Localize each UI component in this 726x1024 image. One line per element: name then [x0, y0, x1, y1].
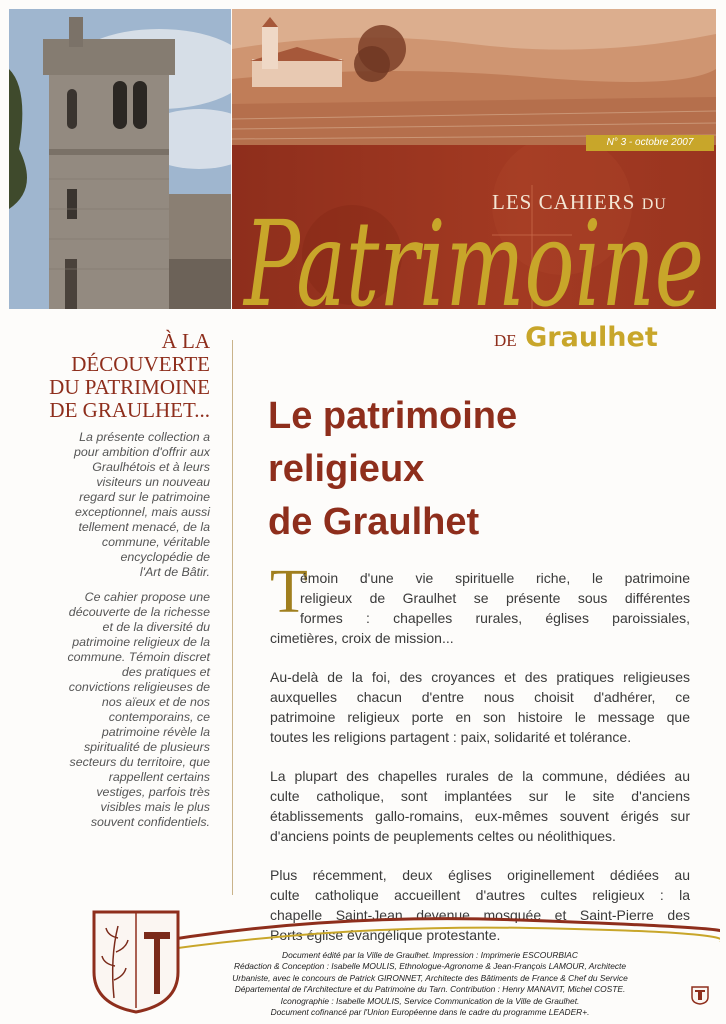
town-emblem-icon — [690, 985, 710, 1005]
series-prefix-text: LES CAHIERS — [492, 190, 636, 214]
intro-line: secteurs du territoire, que — [69, 755, 210, 769]
intro-column — [10, 330, 210, 840]
intro-line: La présente collection a — [79, 430, 210, 444]
article-title-line: religieux — [268, 448, 425, 490]
article-line: d'anciens points de peuplements celtes ou néolithiques. — [270, 828, 616, 844]
intro-line: tellement menacé, de la — [78, 520, 210, 534]
intro-line: convictions religieuses de — [68, 680, 210, 694]
article-line: La plupart des chapelles rurales de la commune, dédiées au — [270, 768, 690, 784]
issue-badge: N° 3 - octobre 2007 — [586, 135, 714, 151]
article-title-line: de Graulhet — [268, 501, 480, 543]
intro-line: visibles mais le plus — [100, 800, 210, 814]
series-title: Patrimoine — [242, 195, 704, 333]
intro-line: l'Art de Bâtir. — [139, 565, 210, 579]
intro-line: pour ambition d'offrir aux — [74, 445, 210, 459]
intro-paragraph-2 — [10, 590, 210, 830]
intro-line: patrimoine révèle la — [101, 725, 210, 739]
article-title — [268, 390, 517, 549]
column-divider — [232, 340, 233, 895]
drop-cap: T — [270, 558, 308, 626]
series-town — [494, 322, 658, 353]
intro-line: spiritualité de plusieurs — [83, 740, 210, 754]
credit-line: Urbaniste, avec le concours de Patrick GIRONNET, Architecte des Bâtiments de France & Chef du Service — [232, 972, 628, 983]
intro-heading-line: DÉCOUVERTE — [71, 352, 210, 376]
intro-line: contemporains, ce — [108, 710, 210, 724]
credit-line: Départemental de l'Architecture et du Patrimoine du Tarn. Contribution : Henry MANAVIT, Michel COSTE. — [234, 984, 626, 995]
article-paragraph-2 — [270, 667, 690, 747]
church-tower-illustration — [9, 9, 231, 309]
series-town-name: Graulhet — [525, 322, 658, 353]
article-line: patrimoine religieux porte en son histoire le message que — [270, 709, 690, 725]
patrimoine-script-title — [240, 165, 710, 345]
credit-line: Iconographie : Isabelle MOULIS, Service Communication de la Ville de Graulhet. — [280, 995, 580, 1006]
intro-line: commune. Témoin discret — [67, 650, 210, 664]
intro-heading — [10, 330, 210, 422]
intro-heading-line: DE GRAULHET... — [49, 398, 210, 422]
intro-line: Graulhétois et à leurs — [92, 460, 210, 474]
intro-line: et de la diversité du — [102, 620, 210, 634]
article-title-line: Le patrimoine — [268, 395, 518, 437]
intro-line: rappellent certains — [108, 770, 210, 784]
intro-line: souvent confidentiels. — [90, 815, 210, 829]
article-line: auxquelles chacun d'entre nous choisit d'adhérer, ce — [270, 689, 690, 705]
intro-line: exceptionnel, mais aussi — [75, 505, 210, 519]
intro-line: patrimoine religieux de la — [72, 635, 210, 649]
credit-line: Document édité par la Ville de Graulhet. Impression : Imprimerie ESCOURBIAC — [282, 950, 578, 960]
article-line: cimetières, croix de mission... — [270, 630, 454, 646]
article-line: établissements gallo-romains, eux-mêmes souvent érigés sur — [270, 808, 690, 824]
intro-line: regard sur le patrimoine — [79, 490, 210, 504]
series-du: DU — [641, 196, 667, 213]
intro-line: encyclopédie de — [120, 550, 210, 564]
article-line: culte catholique accueillent d'autres cultes religieux : la — [270, 887, 690, 903]
article-line: chapelle Saint-Jean devenue mosquée et Saint-Pierre des — [270, 907, 690, 923]
intro-heading-line: DU PATRIMOINE — [49, 375, 210, 399]
intro-paragraph-1 — [10, 430, 210, 580]
intro-heading-line: À LA — [161, 329, 210, 353]
credit-line: Document cofinancé par l'Union Européenne dans le cadre du programme LEADER+. — [270, 1007, 590, 1018]
church-tower-photo — [9, 9, 231, 309]
article-line: religieux de Graulhet se présente sous différentes — [300, 590, 690, 606]
intro-line: visiteurs un nouveau — [96, 475, 210, 489]
article-line: Ports église évangélique protestante. — [270, 927, 501, 943]
intro-line: des pratiques et — [121, 665, 210, 679]
article-paragraph-1 — [270, 568, 690, 648]
article-line: Au-delà de la foi, des croyances et des pratiques religieuses — [270, 669, 690, 685]
intro-line: nos aïeux et de nos — [101, 695, 210, 709]
chapel-landscape-illustration — [232, 9, 716, 145]
article-line: culte catholique, sont implantées sur le site d'anciens — [270, 788, 690, 804]
intro-line: Ce cahier propose une — [84, 590, 210, 604]
article-line: émoin d'une vie spirituelle riche, le patrimoine — [300, 570, 690, 586]
article-paragraph-3 — [270, 766, 690, 846]
intro-line: vestiges, parfois très — [96, 785, 210, 799]
article-line: formes : chapelles rurales, églises paroissiales, — [300, 610, 690, 626]
article-line: toutes les religions partagent : paix, solidarité et tolérance. — [270, 729, 632, 745]
footer-credits — [170, 950, 690, 1018]
coat-of-arms-icon — [90, 908, 182, 1014]
series-de: DE — [494, 331, 517, 350]
credit-line: Rédaction & Conception : Isabelle MOULIS, Ethnologue-Agronome & Jean-François LAMOUR, Architecte — [233, 961, 627, 972]
intro-line: commune, véritable — [101, 535, 210, 549]
chapel-landscape-photo — [232, 9, 716, 145]
intro-line: découverte de la richesse — [68, 605, 210, 619]
article-line: Plus récemment, deux églises originellement dédiées au — [270, 867, 690, 883]
